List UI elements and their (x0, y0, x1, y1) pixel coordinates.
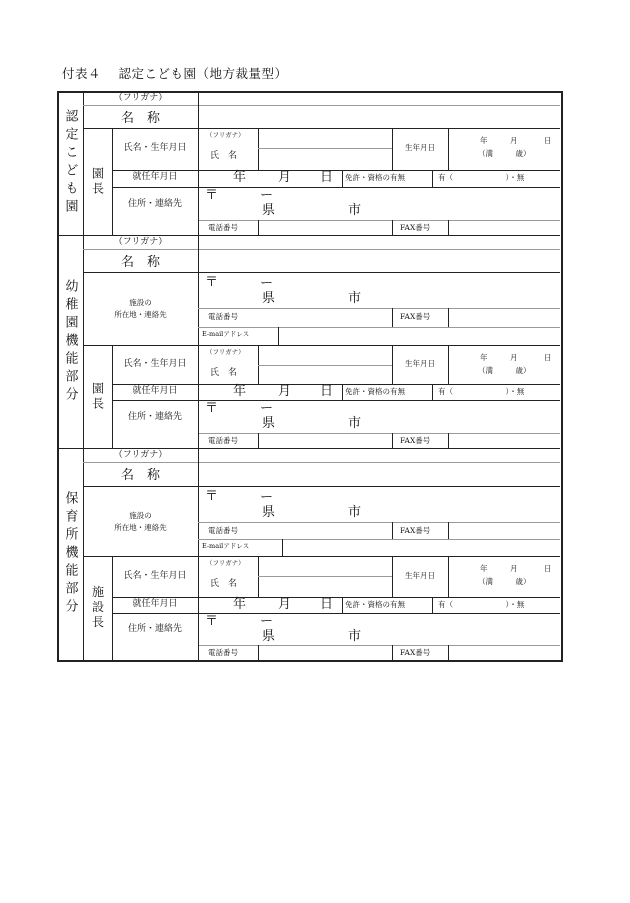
year-label: 年 (480, 353, 488, 362)
year-label: 年 (480, 564, 488, 573)
postal-mark: 〒 (205, 614, 219, 629)
appointment-year: 年 (233, 384, 247, 399)
postal-dash: ー (260, 401, 274, 416)
furigana-small-label: （フリガナ） (206, 559, 245, 567)
head-vertical-label: 園長 (90, 381, 105, 412)
table-vline (83, 448, 84, 660)
license-label: 免許・資格の有無 (345, 173, 405, 182)
day-label: 日 (544, 564, 552, 573)
appointment-day: 日 (320, 597, 334, 612)
head-vertical-label: 施設長 (90, 585, 105, 631)
birth-date-label: 生年月日 (405, 358, 435, 368)
age-label: （満 歳） (478, 577, 531, 586)
postal-dash: ー (260, 276, 274, 291)
table-vline (448, 522, 449, 539)
appointment-day: 日 (320, 170, 334, 185)
table-vline (83, 91, 84, 235)
table-vline (342, 170, 343, 187)
phone-label: 電話番号 (208, 648, 238, 657)
postal-mark: 〒 (205, 401, 219, 416)
appointment-date-label: 就任年月日 (132, 386, 178, 396)
table-vline (282, 539, 283, 556)
table-hline (112, 400, 560, 401)
day-label: 日 (544, 353, 552, 362)
license-choice: 有（ ）・無 (438, 600, 525, 609)
section-vertical-label: 保育所機能部分 (62, 491, 78, 617)
postal-mark: 〒 (205, 188, 219, 203)
email-label: E-mailアドレス (202, 330, 250, 338)
address-contact-label: 住所・連絡先 (127, 624, 183, 634)
table-hline (198, 645, 560, 646)
table-hline (112, 187, 560, 188)
appointment-year: 年 (233, 597, 247, 612)
table-vline (448, 433, 449, 448)
postal-dash: ー (260, 614, 274, 629)
document-title: 付表４ 認定こども園（地方裁量型） (62, 66, 288, 81)
appointment-month: 月 (278, 384, 292, 399)
postal-dash: ー (260, 188, 274, 203)
age-label: （満 歳） (478, 366, 531, 375)
table-vline (392, 556, 393, 597)
table-vline (448, 308, 449, 327)
table-hline (198, 220, 560, 221)
fax-label: FAX番号 (400, 223, 431, 232)
table-vline (448, 220, 449, 235)
table-vline (198, 128, 199, 235)
table-hline (83, 272, 560, 273)
table-hline (57, 660, 562, 662)
table-hline (57, 235, 560, 236)
year-label: 年 (480, 136, 488, 145)
address-contact-label: 住所・連絡先 (127, 411, 183, 422)
head-vertical-label: 園長 (90, 166, 105, 197)
person-name-dob-label: 氏名・生年月日 (123, 570, 187, 581)
appointment-day: 日 (320, 384, 334, 399)
license-choice: 有（ ）・無 (438, 173, 525, 182)
city-label: 市 (348, 203, 362, 218)
table-vline (198, 91, 199, 128)
furigana-label: （フリガナ） (113, 93, 168, 103)
postal-mark: 〒 (205, 275, 219, 290)
birth-date-label: 生年月日 (405, 143, 435, 152)
appointment-month: 月 (278, 170, 292, 185)
table-hline (83, 345, 560, 346)
furigana-small-label: （フリガナ） (206, 348, 245, 356)
table-vline (57, 91, 59, 660)
table-vline (278, 327, 279, 345)
facility-line2: 所在地・連絡先 (114, 523, 167, 532)
table-hline (198, 433, 560, 434)
table-hline (83, 105, 560, 106)
table-hline (83, 128, 560, 129)
table-hline (112, 384, 560, 385)
phone-label: 電話番号 (208, 526, 238, 535)
table-vline (392, 645, 393, 660)
shi-mei-label: 氏 名 (210, 368, 238, 378)
email-label: E-mailアドレス (202, 542, 250, 550)
table-hline (198, 308, 560, 309)
table-hline (198, 327, 560, 328)
table-hline (83, 556, 560, 557)
person-name-dob-label: 氏名・生年月日 (123, 358, 187, 369)
furigana-label: （フリガナ） (113, 237, 168, 247)
city-label: 市 (348, 291, 362, 306)
table-vline (561, 91, 563, 662)
table-hline (83, 249, 560, 250)
prefecture-label: 県 (262, 505, 276, 520)
city-label: 市 (348, 416, 362, 431)
city-label: 市 (348, 505, 362, 520)
city-label: 市 (348, 629, 362, 644)
prefecture-label: 県 (262, 629, 276, 644)
table-vline (258, 128, 259, 170)
prefecture-label: 県 (262, 203, 276, 218)
table-vline (342, 384, 343, 400)
fax-label: FAX番号 (400, 648, 431, 657)
shi-mei-label: 氏 名 (210, 151, 238, 161)
facility-line2: 所在地・連絡先 (114, 310, 167, 319)
prefecture-label: 県 (262, 291, 276, 306)
prefecture-label: 県 (262, 416, 276, 431)
table-hline (198, 539, 560, 540)
table-vline (392, 220, 393, 235)
table-vline (448, 345, 449, 384)
section-vertical-label: 認定こども園 (62, 109, 78, 217)
month-label: 月 (510, 136, 518, 145)
day-label: 日 (544, 136, 552, 145)
appointment-month: 月 (278, 597, 292, 612)
license-label: 免許・資格の有無 (345, 600, 405, 609)
shi-mei-label: 氏 名 (210, 579, 238, 589)
fax-label: FAX番号 (400, 436, 431, 445)
facility-line1: 施設の (129, 298, 152, 307)
table-vline (392, 308, 393, 327)
name-label: 名 称 (120, 468, 161, 483)
table-vline (448, 128, 449, 170)
table-hline (112, 170, 560, 171)
phone-label: 電話番号 (208, 223, 238, 232)
name-label: 名 称 (120, 255, 161, 270)
table-vline (392, 522, 393, 539)
table-hline (258, 576, 392, 577)
address-contact-label: 住所・連絡先 (127, 198, 183, 209)
fax-label: FAX番号 (400, 526, 431, 535)
appointment-date-label: 就任年月日 (132, 172, 178, 182)
appointment-year: 年 (233, 170, 247, 185)
table-hline (258, 148, 392, 149)
table-vline (112, 128, 113, 235)
month-label: 月 (510, 564, 518, 573)
table-vline (448, 645, 449, 660)
table-hline (112, 597, 560, 598)
table-hline (83, 486, 560, 487)
table-vline (342, 597, 343, 613)
fax-label: FAX番号 (400, 312, 431, 321)
table-vline (432, 170, 433, 187)
table-hline (258, 365, 392, 366)
table-vline (83, 235, 84, 448)
age-label: （満 歳） (478, 149, 531, 158)
table-vline (198, 345, 199, 448)
postal-dash: ー (260, 490, 274, 505)
table-vline (432, 384, 433, 400)
table-vline (432, 597, 433, 613)
section-vertical-label: 幼稚園機能部分 (62, 278, 78, 405)
table-vline (392, 433, 393, 448)
license-choice: 有（ ）・無 (438, 387, 525, 396)
table-hline (198, 522, 560, 523)
month-label: 月 (510, 353, 518, 362)
table-vline (392, 128, 393, 170)
table-vline (392, 345, 393, 384)
birth-date-label: 生年月日 (405, 570, 435, 580)
table-hline (57, 448, 560, 449)
appointment-date-label: 就任年月日 (132, 599, 178, 609)
table-vline (112, 556, 113, 660)
postal-mark: 〒 (205, 489, 219, 504)
license-label: 免許・資格の有無 (345, 387, 405, 396)
table-vline (258, 220, 259, 235)
table-vline (112, 345, 113, 448)
table-vline (258, 645, 259, 660)
furigana-label: （フリガナ） (113, 450, 168, 460)
facility-line1: 施設の (129, 511, 152, 520)
table-hline (112, 613, 560, 614)
phone-label: 電話番号 (208, 312, 238, 321)
person-name-dob-label: 氏名・生年月日 (123, 143, 187, 153)
name-label: 名 称 (120, 111, 161, 126)
table-vline (448, 556, 449, 597)
phone-label: 電話番号 (208, 436, 238, 445)
table-hline (83, 462, 560, 463)
table-vline (198, 556, 199, 660)
furigana-small-label: （フリガナ） (206, 131, 245, 139)
table-vline (258, 433, 259, 448)
